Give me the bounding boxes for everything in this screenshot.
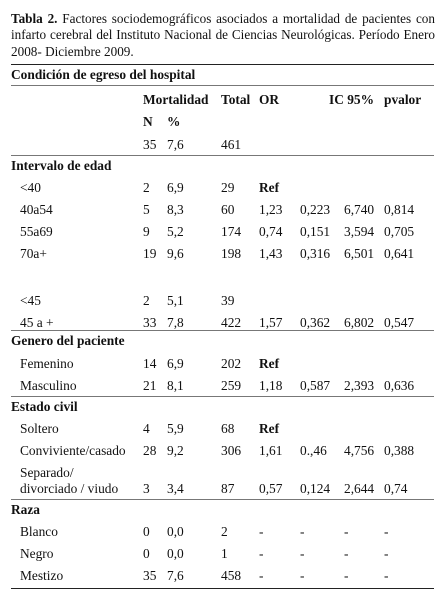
cell-label: <40 bbox=[20, 180, 41, 195]
cell-pct: 0,0 bbox=[167, 524, 184, 539]
section-genero: Genero del paciente bbox=[11, 333, 125, 348]
cell-n: 5 bbox=[143, 202, 150, 217]
caption-text: Factores sociodemográficos asociados a mortalidad de pacientes con infarto cerebral del Instituto Nacional de Ciencias Neurológicas. Período Enero 2008- Diciembre 2009. bbox=[11, 11, 435, 59]
header-n: N bbox=[143, 114, 153, 129]
cell-lo: 0,151 bbox=[300, 224, 331, 239]
section-rule-edad bbox=[11, 155, 434, 156]
cell-or: 1,43 bbox=[259, 246, 283, 261]
cell-pct: 6,9 bbox=[167, 356, 184, 371]
header-rule bbox=[11, 85, 434, 86]
cell-label: 45 a + bbox=[20, 315, 54, 330]
cell-n: 14 bbox=[143, 356, 157, 371]
cell-lo: 0,223 bbox=[300, 202, 331, 217]
cell-label: 55a69 bbox=[20, 224, 53, 239]
cell-n: 2 bbox=[143, 180, 150, 195]
cell-total: 198 bbox=[221, 246, 242, 261]
caption-label: Tabla 2. bbox=[11, 11, 58, 26]
cell-total: 68 bbox=[221, 421, 235, 436]
cell-hi: 6,740 bbox=[344, 202, 375, 217]
cell-n: 3 bbox=[143, 481, 150, 496]
cell-total: 2 bbox=[221, 524, 228, 539]
cell-p: - bbox=[384, 546, 389, 561]
overall-total: 461 bbox=[221, 137, 242, 152]
cell-pct: 9,2 bbox=[167, 443, 184, 458]
cell-total: 39 bbox=[221, 293, 235, 308]
cell-n: 35 bbox=[143, 568, 157, 583]
cell-lo: - bbox=[300, 568, 305, 583]
cell-or: - bbox=[259, 524, 264, 539]
header-mortalidad: Mortalidad bbox=[143, 92, 209, 107]
cell-total: 60 bbox=[221, 202, 235, 217]
cell-total: 1 bbox=[221, 546, 228, 561]
cell-n: 4 bbox=[143, 421, 150, 436]
cell-n: 0 bbox=[143, 546, 150, 561]
cell-total: 306 bbox=[221, 443, 242, 458]
cell-total: 87 bbox=[221, 481, 235, 496]
cell-p: 0,705 bbox=[384, 224, 415, 239]
cell-p: - bbox=[384, 524, 389, 539]
cell-total: 174 bbox=[221, 224, 242, 239]
section-rule-estado bbox=[11, 396, 434, 397]
cell-label: Blanco bbox=[20, 524, 58, 539]
cell-label: Soltero bbox=[20, 421, 59, 436]
cell-label: Separado/ bbox=[20, 465, 74, 480]
cell-pct: 8,3 bbox=[167, 202, 184, 217]
cell-n: 9 bbox=[143, 224, 150, 239]
header-total: Total bbox=[221, 92, 251, 107]
section-edad: Intervalo de edad bbox=[11, 158, 112, 173]
cell-or: 1,57 bbox=[259, 315, 283, 330]
cell-or: Ref bbox=[259, 421, 280, 436]
cell-hi: 6,501 bbox=[344, 246, 375, 261]
cell-n: 33 bbox=[143, 315, 157, 330]
cell-n: 2 bbox=[143, 293, 150, 308]
cell-label2: divorciado / viudo bbox=[20, 481, 119, 496]
section-rule-raza bbox=[11, 499, 434, 500]
cell-pct: 0,0 bbox=[167, 546, 184, 561]
cell-or: - bbox=[259, 568, 264, 583]
cell-total: 29 bbox=[221, 180, 235, 195]
overall-pct: 7,6 bbox=[167, 137, 184, 152]
cell-pct: 5,2 bbox=[167, 224, 184, 239]
cell-n: 28 bbox=[143, 443, 157, 458]
cell-pct: 5,9 bbox=[167, 421, 184, 436]
cell-p: 0,636 bbox=[384, 378, 415, 393]
top-rule bbox=[11, 64, 434, 65]
header-ic: IC 95% bbox=[329, 92, 375, 107]
cell-total: 202 bbox=[221, 356, 242, 371]
cell-label: Conviviente/casado bbox=[20, 443, 126, 458]
header-or: OR bbox=[259, 92, 280, 107]
cell-hi: - bbox=[344, 546, 349, 561]
cell-lo: 0,316 bbox=[300, 246, 331, 261]
cell-pct: 3,4 bbox=[167, 481, 184, 496]
cell-label: Negro bbox=[20, 546, 54, 561]
cell-or: 1,61 bbox=[259, 443, 283, 458]
cell-lo: - bbox=[300, 546, 305, 561]
overall-n: 35 bbox=[143, 137, 157, 152]
cell-or: 0,57 bbox=[259, 481, 283, 496]
cell-or: 1,18 bbox=[259, 378, 283, 393]
cell-hi: 2,644 bbox=[344, 481, 375, 496]
cell-or: Ref bbox=[259, 180, 280, 195]
header-title: Condición de egreso del hospital bbox=[11, 67, 196, 82]
cell-hi: 2,393 bbox=[344, 378, 375, 393]
cell-n: 0 bbox=[143, 524, 150, 539]
bottom-rule bbox=[11, 588, 434, 589]
section-estado: Estado civil bbox=[11, 399, 78, 414]
cell-p: 0,641 bbox=[384, 246, 415, 261]
cell-or: - bbox=[259, 546, 264, 561]
cell-hi: 4,756 bbox=[344, 443, 375, 458]
cell-label: <45 bbox=[20, 293, 41, 308]
cell-label: 40a54 bbox=[20, 202, 53, 217]
cell-or: 0,74 bbox=[259, 224, 283, 239]
table-caption bbox=[11, 11, 435, 60]
cell-p: - bbox=[384, 568, 389, 583]
cell-lo: 0,587 bbox=[300, 378, 331, 393]
cell-pct: 8,1 bbox=[167, 378, 184, 393]
cell-or: Ref bbox=[259, 356, 280, 371]
cell-n: 21 bbox=[143, 378, 157, 393]
cell-p: 0,547 bbox=[384, 315, 415, 330]
header-pvalor: pvalor bbox=[384, 92, 422, 107]
cell-pct: 5,1 bbox=[167, 293, 184, 308]
cell-pct: 9,6 bbox=[167, 246, 184, 261]
cell-lo: 0,362 bbox=[300, 315, 331, 330]
cell-pct: 7,6 bbox=[167, 568, 184, 583]
section-raza: Raza bbox=[11, 502, 41, 517]
cell-lo: - bbox=[300, 524, 305, 539]
cell-n: 19 bbox=[143, 246, 157, 261]
cell-label: Femenino bbox=[20, 356, 74, 371]
cell-lo: 0,124 bbox=[300, 481, 331, 496]
cell-hi: 6,802 bbox=[344, 315, 375, 330]
cell-hi: 3,594 bbox=[344, 224, 375, 239]
cell-total: 422 bbox=[221, 315, 242, 330]
cell-label: Masculino bbox=[20, 378, 77, 393]
cell-total: 458 bbox=[221, 568, 242, 583]
cell-label: Mestizo bbox=[20, 568, 64, 583]
cell-pct: 7,8 bbox=[167, 315, 184, 330]
cell-total: 259 bbox=[221, 378, 242, 393]
cell-hi: - bbox=[344, 524, 349, 539]
cell-p: 0,388 bbox=[384, 443, 415, 458]
cell-lo: 0.,46 bbox=[300, 443, 327, 458]
cell-or: 1,23 bbox=[259, 202, 283, 217]
cell-p: 0,814 bbox=[384, 202, 415, 217]
cell-label: 70a+ bbox=[20, 246, 47, 261]
cell-pct: 6,9 bbox=[167, 180, 184, 195]
cell-hi: - bbox=[344, 568, 349, 583]
cell-p: 0,74 bbox=[384, 481, 408, 496]
header-pct: % bbox=[167, 114, 181, 129]
